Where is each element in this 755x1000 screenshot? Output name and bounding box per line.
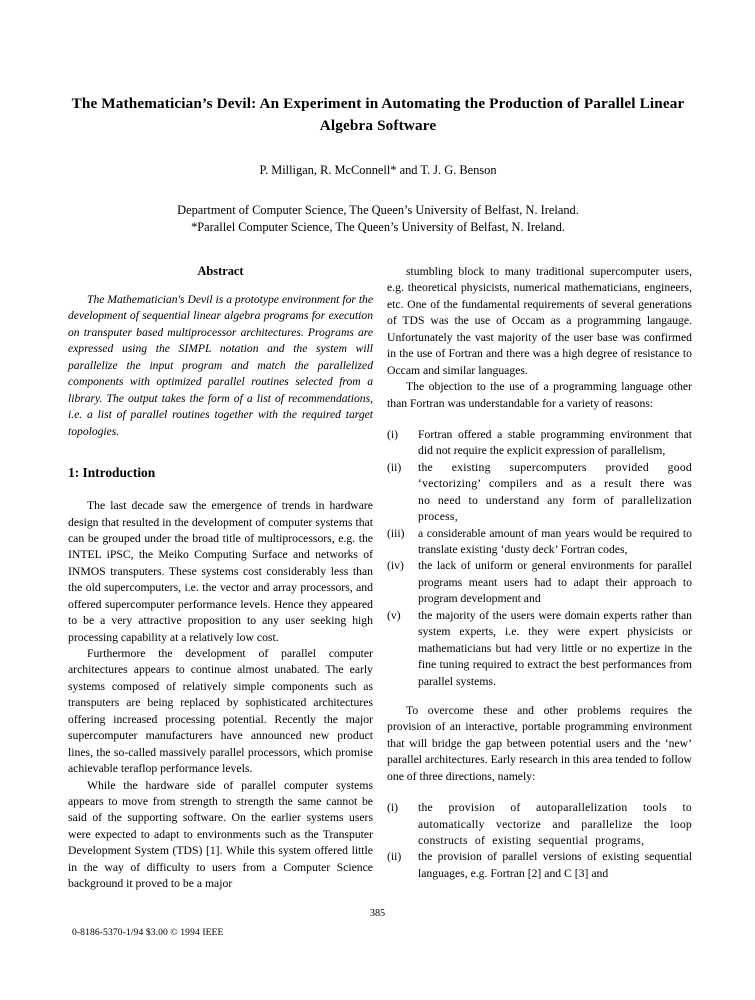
section-heading-introduction: 1: Introduction (68, 465, 156, 481)
directions-list (387, 785, 692, 882)
intro-paragraph-1: The last decade saw the emergence of trends in hardware design that resulted in the development of computer systems that can be grouped under the broad title of multiprocessors, e.g. the INTEL iPSC, the Meiko Computing Surface and networks of INMOS transputers. These systems cost considerably less than the old supercomputers, i.e. the vector and array processors, and offered supercomputer performance levels. Hence they appeared to be a very attractive proposition to any user seeking high processing capability at a relatively low cost. (68, 499, 373, 644)
list-item (387, 427, 692, 460)
list-item (387, 849, 692, 882)
copyright-notice: 0-8186-5370-1/94 $3.00 © 1994 IEEE (72, 927, 224, 938)
page-title: The Mathematician’s Devil: An Experiment in Automating the Production of Parallel Linear Algebra Software (71, 95, 685, 134)
intro-paragraph-6: To overcome these and other problems requires the provision of an interactive, portable programming environment that will bridge the gap between potential users and the ‘new’ parallel architectures. Early research in this area tended to follow one of three directions, namely: (387, 703, 692, 783)
list-marker: (ii) (387, 460, 402, 474)
list-item-text: the provision of autoparallelization tools to automatically vectorize and parallelize the loop constructs of existing sequential programs, (418, 801, 692, 847)
list-marker: (iv) (387, 559, 404, 573)
list-item-text: the lack of uniform or general environments for parallel programs meant users had to adapt their approach to program development and (418, 559, 692, 606)
list-item-text: Fortran offered a stable programming environment that did not require the explicit expression of parallelism, (418, 427, 692, 458)
intro-paragraph-5: The objection to the use of a programming language other than Fortran was understandable for a variety of reasons: (387, 380, 692, 410)
abstract-text: The Mathematician's Devil is a prototype environment for the development of sequential linear algebra programs for execution on transputer based multiprocessor architectures. Programs are expressed using the SIMPL notation and the system will parallelize the input program and match the parallelized components with optimized parallel routines selected from a library. The output takes the form of a list of recommendations, i.e. a list of parallel routines together with the required target topologies. (68, 293, 373, 438)
list-item-text: the provision of parallel versions of existing sequential languages, e.g. Fortran [2] and C [3] and (418, 850, 692, 880)
abstract-heading: Abstract (197, 264, 244, 278)
list-marker: (v) (387, 608, 401, 622)
list-item (387, 800, 692, 849)
page-number: 385 (369, 908, 386, 919)
reasons-list (387, 412, 692, 690)
intro-paragraph-4: stumbling block to many traditional supercomputer users, e.g. theoretical physicists, numerical mathematicians, engineers, etc. One of the fundamental requirements of several generations of TDS was the use of Occam as a programming langauge. Unfortunately the vast majority of the user base was confirmed in the use of Fortran and there was a high degree of resistance to Occam and similar languages. (387, 265, 692, 377)
list-item-text: a considerable amount of man years would be required to translate existing ‘dusty deck’ Fortran codes, (418, 526, 692, 556)
intro-paragraph-3: While the hardware side of parallel computer systems appears to move from strength to strength the same cannot be said of the supporting software. On the earlier systems users were expected to adapt to environments such as the Transputer Development System (TDS) [1]. While this system offered little in the way of difficulty to users from a Computer Science background it proved to be a major (68, 778, 373, 891)
right-column (387, 264, 692, 882)
author-list: P. Milligan, R. McConnell* and T. J. G. Benson (259, 163, 497, 178)
list-marker: (i) (387, 801, 399, 815)
list-item (387, 608, 692, 690)
list-item-text: the majority of the users were domain experts rather than system experts, i.e. they were expert physicists or mathematicians but had very little or no expertize in the fine tuning required to extract the best performances from parallel systems. (418, 608, 692, 688)
intro-paragraph-2: Furthermore the development of parallel computer architectures appears to continue almost unabated. The early systems composed of relatively simple components such as transputers are being replaced by sophisticated architectures offering increased processing potential. Recently the major supercomputer manufacturers have announced new product lines, the so-called massively parallel processors, which promise achievable teraflop performance levels. (68, 647, 373, 776)
list-item-text: the existing supercomputers provided good ‘vectorizing’ compilers and as a result there was no need to understand any form of parallelization process, (418, 460, 692, 524)
list-marker: (i) (387, 427, 399, 441)
list-marker: (iii) (387, 526, 405, 540)
affiliation-line-2: *Parallel Computer Science, The Queen’s University of Belfast, N. Ireland. (191, 220, 565, 235)
list-marker: (ii) (387, 850, 402, 864)
list-item (387, 558, 692, 607)
paper-header (68, 93, 688, 237)
list-item (387, 526, 692, 559)
affiliation-line-1: Department of Computer Science, The Queen’s University of Belfast, N. Ireland. (177, 203, 579, 218)
list-item (387, 460, 692, 526)
left-column (68, 264, 373, 893)
affiliation-block (68, 178, 688, 236)
